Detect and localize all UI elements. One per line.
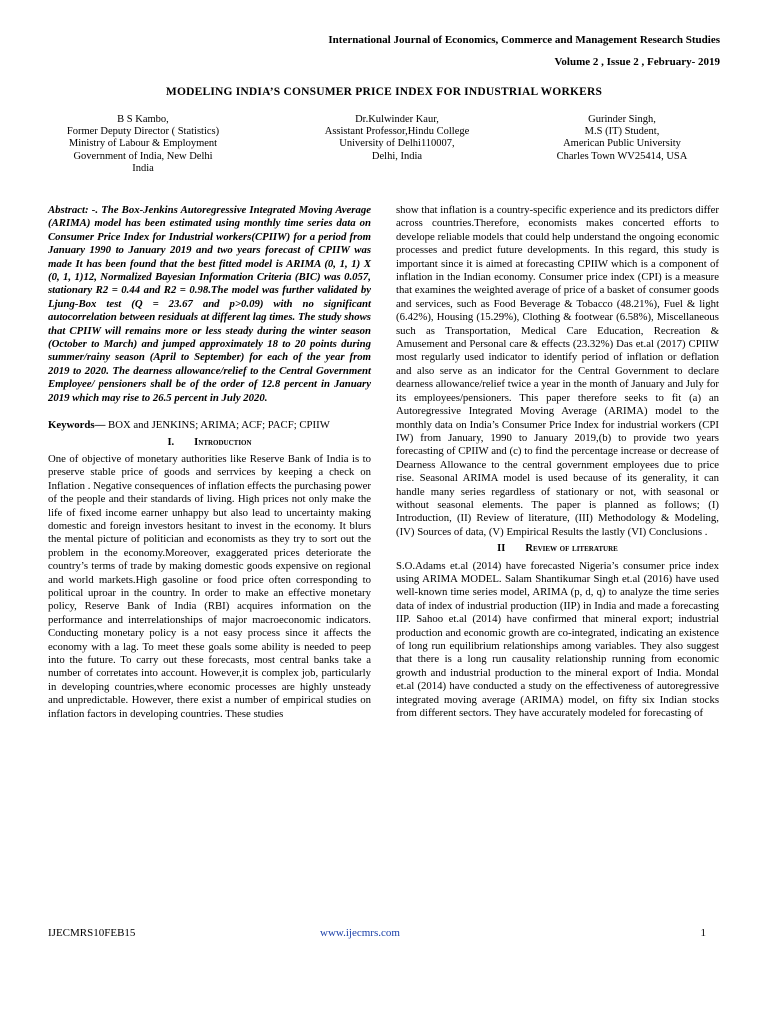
- author-line: Former Deputy Director ( Statistics): [66, 126, 220, 138]
- author-line: India: [132, 162, 154, 174]
- author-line: Ministry of Labour & Employment: [68, 138, 218, 150]
- author-line: Government of India, New Delhi: [73, 150, 213, 162]
- introduction-text: One of objective of monetary authorities like Reserve Bank of India is to preserve stable price of goods and serrvices by keeping a check on Inflation . Negative consequences of inflation effects the purchasing power of the people and their standards of living. High prices not only make the life of fixed income earner unhappy but also lead to uncertainty making domestic and foreign investors hesitant to invest in the economy. It blurs the mental picture of politician and economists as they try to sort out the problem in the economy.Moreover, exaggerated prices deteriorate the country’s terms of trade by making domestic goods expensive on regional and world markets.High gasoline or food price often corresponding to political uproar in the country. In order to make an effective monetary policy, Reserve Bank of India (RBI) acquires information on the performance and interrelationships of major macroeconomic indicators. Conducting monetary policy is a not easy process since it affects the economy with a lag. To meet these goals some ability is needed to peep into the future. To carry out these forecasts, most central banks take a number of corretates into account. However,it is complex job, particularly in developing countries,where economic processes are highly unsteady and unpredictable. However, there exist a number of empirical studies on inflation factors in developing countries. These studies: [48, 452, 371, 720]
- section-number: II: [497, 543, 506, 555]
- section-title: Introduction: [194, 436, 252, 448]
- author-block-2: [308, 114, 486, 163]
- section-number: I.: [167, 436, 175, 448]
- footer-code: IJECMRS10FEB15: [48, 927, 136, 939]
- right-column: [396, 204, 719, 720]
- author-block-3: [522, 114, 722, 163]
- page-number: 1: [700, 927, 706, 939]
- author-line: Delhi, India: [371, 150, 423, 162]
- author-line: B S Kambo,: [117, 114, 169, 125]
- keywords-text: BOX and JENKINS; ARIMA; ACF; PACF; CPIIW: [105, 419, 330, 432]
- author-line: Assistant Professor,Hindu College: [324, 126, 470, 138]
- abstract: Abstract: -. The Box-Jenkins Autoregressive Integrated Moving Average (ARIMA) model has been estimated using monthly time series data on Consumer Price Index for Industrial workers(CPIIW) for a period from January 1990 to January 2019 and two years forecast of CPIIW was made It has been found that the best fitted model is ARIMA (0, 1, 1) X (0, 1, 1)12, Normalized Bayesian Information Criteria (BIC) was 0.057, stationary R2 = 0.44 and R2 = 0.98.The model was further validated by Ljung-Box test (Q = 23.67 and p>0.09) with no significant autocorrelation between residuals at different lag times. The study shows that CPIIW will remains more or less steady during the winter season (October to March) and jumped approximately 18 to 20 points during summer/rainy season (April to September) for each of the year from 2019 to 2020. The dearness allowance/relief to the Central Government Employee/ pensioners shall be of the order of 12.8 percent in January 2019 which may rise to 26.5 percent in July 2020.: [48, 204, 371, 404]
- footer-url-link[interactable]: www.ijecmrs.com: [320, 927, 400, 939]
- author-line: M.S (IT) Student,: [584, 126, 660, 138]
- author-line: University of Delhi110007,: [339, 138, 455, 150]
- author-line: American Public University: [563, 138, 681, 150]
- volume-issue: Volume 2 , Issue 2 , February- 2019: [554, 56, 720, 68]
- author-block-1: [48, 114, 238, 175]
- left-column: [48, 204, 371, 721]
- keywords-label: Keywords—: [48, 419, 106, 432]
- review-text: S.O.Adams et.al (2014) have forecasted Nigeria’s consumer price index using ARIMA MODEL. Salam Shantikumar Singh et.al (2016) have used well-known time series model, ARIMA (p, d, q) to analyze the time series data of index of industrial production (IIP) in India and made a forecasting IIP. Sahoo et.al (2014) have confirmed that mineral export; industrial production and economic growth are co-integrated, indicating an existence of long run equilibrium relationships among variables. They also suggest that there is a long run causality relationship running from economic growth and industrial production to the mineral export of India. Mondal et.al (2014) have conducted a study on the effectiveness of autoregressive integrated moving average (ARIMA) model, on fifty six Indian stocks from different sectors. They have accurately modeled for forecasting of: [396, 559, 719, 720]
- section-heading-review: [396, 542, 719, 555]
- section-heading-introduction: [48, 436, 371, 449]
- journal-name: International Journal of Economics, Commerce and Management Research Studies: [328, 34, 720, 46]
- introduction-continued-text: show that inflation is a country-specific experience and its predictors differ across countries.Therefore, economists makes concerted efforts to develope reliable models that could help understand the ongoing economic processes and predict future developments. In this regard, this study is important since it is aimed at forecasting CPIIW which is a component of inflation in the Indian economy. Consumer price index (CPI) is a measure that examines the weighted average of price of a basket of consumer goods and services, such as Food Beverage & Tobacco (48.21%), Fuel & light (6.42%), Housing (15.29%), Clothing & footwear (6.58%), Miscellaneous such as Transportation, Medical Care Education, Recreation & Amusement and Personal care & effects (23.32%) Das et.al (2017) CPIIW most regularly used indicator to identify period of inflation or deflation and also serve as an indicator for the Central Government to declare dearness allowance/relief twice a year in the month of January and July for its employees/pensioners. This paper therefore seeks to fit (a) an Autoregressive Integrated Moving Average (ARIMA) model to the monthly data on India’s Consumer Price Index for industrial workers (CPI IW) from January, 1990 to January 2019,(b) to provide two years forecasting of CPIIW and (c) to find the percentage increase or decrease of Dearness Allowance to the central government employees due to price rise. Seasonal ARIMA model is used because of its generality, it can handle many series regardless of stationary or not, with seasonal or without seasonal elements. The paper is planned as follows; (I) Introduction, (II) Review of literature, (III) Methodology & Modeling, (IV) Sources of data, (V) Empirical Results the lastly (VI) Conclusions .: [396, 204, 719, 538]
- author-line: Charles Town WV25414, USA: [556, 150, 688, 162]
- author-line: Gurinder Singh,: [588, 114, 656, 125]
- keywords: [48, 419, 371, 432]
- section-title: Review of literature: [525, 543, 618, 555]
- author-line: Dr.Kulwinder Kaur,: [355, 114, 439, 125]
- paper-title: MODELING INDIA’S CONSUMER PRICE INDEX FOR INDUSTRIAL WORKERS: [165, 86, 603, 98]
